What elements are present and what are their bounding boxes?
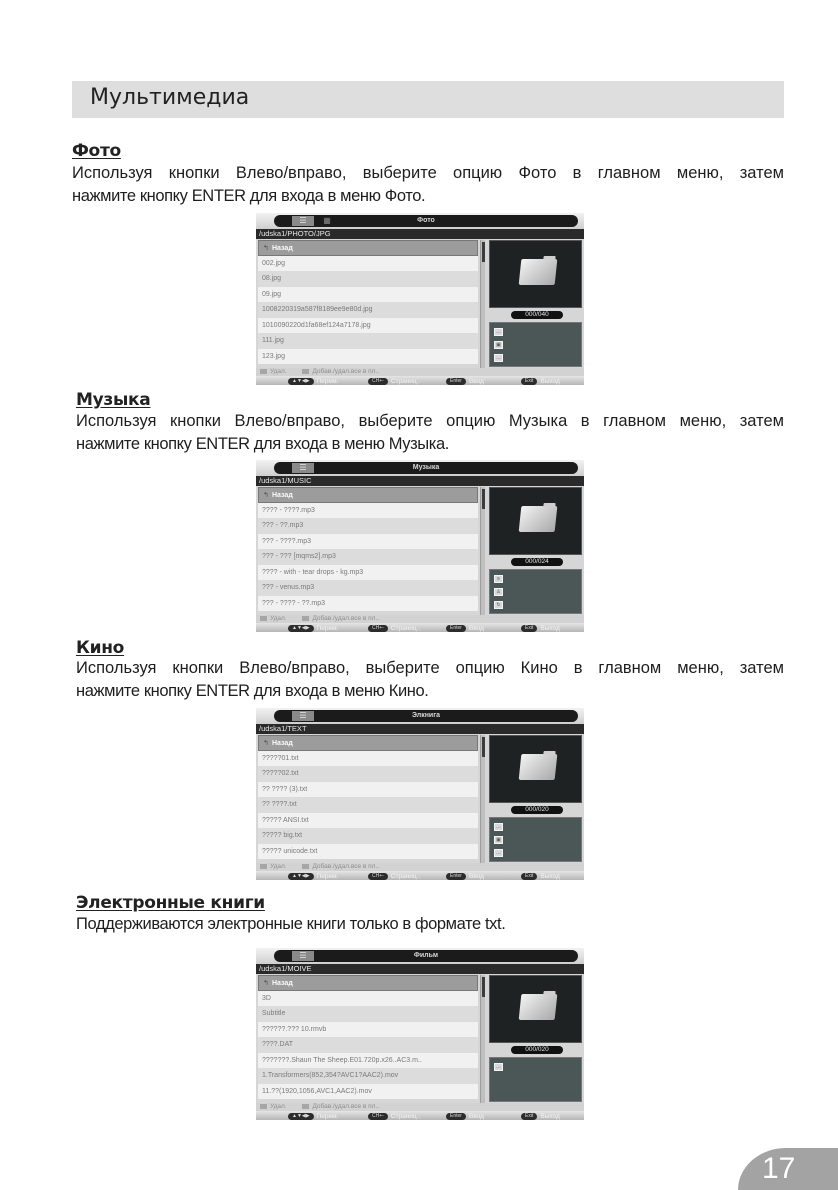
paragraph-line: Используя кнопки Влево/вправо, выберите опцию Кино в главном меню, затем xyxy=(76,659,784,677)
scrollbar[interactable] xyxy=(480,735,485,865)
slideshow-icon[interactable]: ▣ xyxy=(494,341,503,349)
key-label: Ввод xyxy=(468,1113,484,1120)
back-label: Назад xyxy=(272,740,293,747)
green-key-icon xyxy=(302,616,309,621)
remote-key-icon: ▲▼◀▶ xyxy=(288,625,314,632)
back-label: Назад xyxy=(272,980,293,987)
key-label: Страниц.. xyxy=(390,625,421,632)
red-key-icon xyxy=(260,864,267,869)
key-bar xyxy=(256,376,584,385)
file-item[interactable]: ??? - ????.mp3 xyxy=(258,534,478,550)
text-setting-icon[interactable]: … xyxy=(496,824,501,830)
info-panel xyxy=(489,322,582,367)
green-key-icon xyxy=(302,1104,309,1109)
file-item[interactable]: ???????.Shaun The Sheep.E01.720p.x26..AC3.m.. xyxy=(258,1053,478,1069)
remote-key-icon: ▲▼◀▶ xyxy=(288,873,314,880)
key-label: Выход xyxy=(540,378,560,385)
remote-key-icon: Enter xyxy=(446,625,466,632)
file-item[interactable]: 1008220319a587f8189ee9e80d.jpg xyxy=(258,302,478,318)
window-title: Элкнига xyxy=(411,712,441,719)
hint-delete: Удал. xyxy=(270,863,287,870)
remote-key-icon: ▲▼◀▶ xyxy=(288,1113,314,1120)
key-label: Перем. xyxy=(316,873,339,880)
key-hint xyxy=(446,872,484,880)
paragraph-music xyxy=(76,410,784,456)
file-item[interactable]: 002.jpg xyxy=(258,256,478,272)
file-item[interactable]: ?? ???? (3).txt xyxy=(258,782,478,798)
file-item[interactable]: 123.jpg xyxy=(258,349,478,365)
hint-bar xyxy=(256,368,584,376)
paragraph-movie xyxy=(76,657,784,703)
file-item[interactable]: ??? - ??? [mqms2].mp3 xyxy=(258,549,478,565)
back-item[interactable] xyxy=(258,975,478,991)
file-list[interactable] xyxy=(258,487,478,615)
folder-icon xyxy=(519,506,558,532)
photo-screen xyxy=(256,213,584,385)
key-bar xyxy=(256,1111,584,1120)
file-item[interactable]: 11.??(1920,1056,AVC1,AAC2).mov xyxy=(258,1084,478,1100)
preview-pane xyxy=(489,487,582,555)
key-label: Страниц.. xyxy=(390,378,421,385)
file-item[interactable]: 09.jpg xyxy=(258,287,478,303)
bookmark-icon[interactable]: ▣ xyxy=(494,836,503,844)
key-hint xyxy=(446,1112,484,1120)
file-list[interactable] xyxy=(258,735,478,863)
scroll-thumb[interactable] xyxy=(482,489,485,509)
key-label: Выход xyxy=(540,1113,560,1120)
paragraph-line: Поддерживаются электронные книги только в формате txt. xyxy=(76,915,506,933)
key-hint xyxy=(368,624,420,632)
remote-key-icon: Exit xyxy=(521,873,537,880)
remote-key-icon: Exit xyxy=(521,378,537,385)
file-item[interactable]: 111.jpg xyxy=(258,333,478,349)
paragraph-photo xyxy=(72,162,784,208)
folder-icon xyxy=(519,259,558,285)
hint-bar xyxy=(256,615,584,623)
green-key-icon xyxy=(302,369,309,374)
title-bar xyxy=(256,948,584,964)
title-pill xyxy=(274,710,578,722)
heading-music: Музыка xyxy=(76,390,151,410)
file-counter: 000/040 xyxy=(511,311,563,319)
hint-add-remove: Добав./удал.все в пл.. xyxy=(312,368,380,375)
key-hint xyxy=(288,624,338,632)
key-hint xyxy=(521,1112,560,1120)
file-item[interactable]: ??????.??? 10.rmvb xyxy=(258,1022,478,1038)
page-number: 17 xyxy=(762,1152,796,1185)
paragraph-line: Используя кнопки Влево/вправо, выберите опцию Музыка в главном меню, затем xyxy=(76,412,784,430)
section-title: Мультимедиа xyxy=(90,85,250,110)
path-bar: /udska1/MUSIC xyxy=(256,476,584,486)
info-panel xyxy=(489,817,582,862)
file-item[interactable]: ??? - venus.mp3 xyxy=(258,580,478,596)
paragraph-line: нажмите кнопку ENTER для входа в меню Фото. xyxy=(72,187,426,205)
scroll-thumb[interactable] xyxy=(482,737,485,757)
scrollbar[interactable] xyxy=(480,487,485,617)
file-item[interactable]: ???? - ????.mp3 xyxy=(258,503,478,519)
remote-key-icon: Exit xyxy=(521,1113,537,1120)
key-hint xyxy=(288,377,338,385)
list-view-icon[interactable]: ☰ xyxy=(292,463,314,473)
key-hint xyxy=(288,1112,338,1120)
key-label: Выход xyxy=(540,625,560,632)
title-bar xyxy=(256,460,584,476)
remote-key-icon: Enter xyxy=(446,378,466,385)
red-key-icon xyxy=(260,369,267,374)
movie-setting-icon[interactable]: … xyxy=(496,1064,501,1070)
back-icon: ↰ xyxy=(263,740,269,747)
remote-key-icon: CH+- xyxy=(368,1113,388,1120)
back-icon: ↰ xyxy=(263,980,269,987)
scroll-thumb[interactable] xyxy=(482,242,485,262)
list-view-icon[interactable]: ☰ xyxy=(292,711,314,721)
movie-screen xyxy=(256,948,584,1120)
window-title: Фото xyxy=(417,217,435,224)
file-item[interactable]: ??? - ??.mp3 xyxy=(258,518,478,534)
path-bar: /udska1/PHOTO/JPG xyxy=(256,229,584,239)
hint-delete: Удал. xyxy=(270,368,287,375)
file-item[interactable]: ?????01.txt xyxy=(258,751,478,767)
music-screen xyxy=(256,460,584,632)
file-item[interactable]: 1010090220d1fa68ef124a7178.jpg xyxy=(258,318,478,334)
key-hint xyxy=(368,1112,420,1120)
scroll-thumb[interactable] xyxy=(482,977,485,997)
key-hint xyxy=(521,624,560,632)
file-item[interactable]: ????.DAT xyxy=(258,1037,478,1053)
folder-icon xyxy=(519,754,558,780)
window-title: Фильм xyxy=(413,952,439,959)
repeat-icon[interactable]: ↻ xyxy=(494,601,503,609)
key-label: Перем. xyxy=(316,378,339,385)
key-hint xyxy=(446,377,484,385)
key-label: Ввод xyxy=(468,873,484,880)
preview-pane xyxy=(489,240,582,308)
back-item[interactable] xyxy=(258,735,478,751)
back-label: Назад xyxy=(272,245,293,252)
title-pill xyxy=(274,950,578,962)
more-icon[interactable]: … xyxy=(496,850,501,856)
hint-bar xyxy=(256,863,584,871)
section-banner xyxy=(72,81,784,118)
window-title: Музыка xyxy=(412,464,440,471)
remote-key-icon: Enter xyxy=(446,1113,466,1120)
path-bar: /udska1/TEXT xyxy=(256,724,584,734)
folder-icon xyxy=(519,994,558,1020)
file-list[interactable] xyxy=(258,975,478,1103)
remote-key-icon: Enter xyxy=(446,873,466,880)
heading-movie: Кино xyxy=(76,638,125,658)
key-hint xyxy=(368,872,420,880)
remote-key-icon: Exit xyxy=(521,625,537,632)
file-item[interactable]: 08.jpg xyxy=(258,271,478,287)
key-hint xyxy=(368,377,420,385)
file-item[interactable]: ????? big.txt xyxy=(258,828,478,844)
page-number-badge xyxy=(738,1148,838,1190)
hint-bar xyxy=(256,1103,584,1111)
path-bar: /udska1/MOIVE xyxy=(256,964,584,974)
hint-delete: Удал. xyxy=(270,615,287,622)
key-label: Выход xyxy=(540,873,560,880)
file-item[interactable]: 1.Transformers(852,354?AVC1?AAC2).mov xyxy=(258,1068,478,1084)
key-bar xyxy=(256,623,584,632)
photo-setting-icon[interactable]: … xyxy=(496,329,501,335)
ebook-screen xyxy=(256,708,584,880)
back-item[interactable] xyxy=(258,487,478,503)
key-label: Ввод xyxy=(468,378,484,385)
key-label: Перем. xyxy=(316,625,339,632)
file-counter: 000/020 xyxy=(511,1046,563,1054)
info-panel xyxy=(489,569,582,614)
hint-delete: Удал. xyxy=(270,1103,287,1110)
equalizer-icon[interactable]: ≡ xyxy=(494,575,503,583)
preview-pane xyxy=(489,975,582,1043)
red-key-icon xyxy=(260,1104,267,1109)
title-bar xyxy=(256,708,584,724)
file-list[interactable] xyxy=(258,240,478,368)
hint-add-remove: Добав./удал.все в пл.. xyxy=(312,863,380,870)
info-panel xyxy=(489,1057,582,1102)
paragraph-line: нажмите кнопку ENTER для входа в меню Музыка. xyxy=(76,435,449,453)
paragraph-line: нажмите кнопку ENTER для входа в меню Кино. xyxy=(76,682,429,700)
scrollbar[interactable] xyxy=(480,975,485,1105)
key-hint xyxy=(288,872,338,880)
artist-icon[interactable]: ♙ xyxy=(494,588,503,596)
title-bar xyxy=(256,213,584,229)
key-label: Страниц.. xyxy=(390,1113,421,1120)
more-icon[interactable]: … xyxy=(496,355,501,361)
heading-photo: Фото xyxy=(72,141,121,161)
paragraph-ebooks xyxy=(76,913,784,936)
list-view-icon[interactable]: ☰ xyxy=(292,951,314,961)
title-pill xyxy=(274,462,578,474)
key-hint xyxy=(446,624,484,632)
file-item[interactable]: ?????02.txt xyxy=(258,766,478,782)
remote-key-icon: CH+- xyxy=(368,378,388,385)
remote-key-icon: CH+- xyxy=(368,873,388,880)
key-label: Перем. xyxy=(316,1113,339,1120)
file-item[interactable]: Subtitle xyxy=(258,1006,478,1022)
file-counter: 000/024 xyxy=(511,558,563,566)
list-view-icon[interactable]: ☰ xyxy=(292,216,314,226)
remote-key-icon: CH+- xyxy=(368,625,388,632)
file-item[interactable]: ???? - with - tear drops - kg.mp3 xyxy=(258,565,478,581)
file-item[interactable]: ????? unicode.txt xyxy=(258,844,478,860)
back-item[interactable] xyxy=(258,240,478,256)
title-pill xyxy=(274,215,578,227)
green-key-icon xyxy=(302,864,309,869)
hint-add-remove: Добав./удал.все в пл.. xyxy=(312,1103,380,1110)
hint-add-remove: Добав./удал.все в пл.. xyxy=(312,615,380,622)
heading-ebooks: Электронные книги xyxy=(76,893,265,913)
scrollbar[interactable] xyxy=(480,240,485,370)
preview-pane xyxy=(489,735,582,803)
key-label: Страниц.. xyxy=(390,873,421,880)
file-item[interactable]: ????? ANSI.txt xyxy=(258,813,478,829)
back-icon: ↰ xyxy=(263,492,269,499)
file-item[interactable]: 3D xyxy=(258,991,478,1007)
file-item[interactable]: ?? ????.txt xyxy=(258,797,478,813)
back-label: Назад xyxy=(272,492,293,499)
paragraph-line: Используя кнопки Влево/вправо, выберите опцию Фото в главном меню, затем xyxy=(72,164,784,182)
grid-view-icon[interactable]: ▦ xyxy=(323,216,331,225)
remote-key-icon: ▲▼◀▶ xyxy=(288,378,314,385)
red-key-icon xyxy=(260,616,267,621)
back-icon: ↰ xyxy=(263,245,269,252)
key-label: Ввод xyxy=(468,625,484,632)
file-counter: 000/020 xyxy=(511,806,563,814)
key-hint xyxy=(521,377,560,385)
key-bar xyxy=(256,871,584,880)
file-item[interactable]: ??? - ???? - ??.mp3 xyxy=(258,596,478,612)
key-hint xyxy=(521,872,560,880)
